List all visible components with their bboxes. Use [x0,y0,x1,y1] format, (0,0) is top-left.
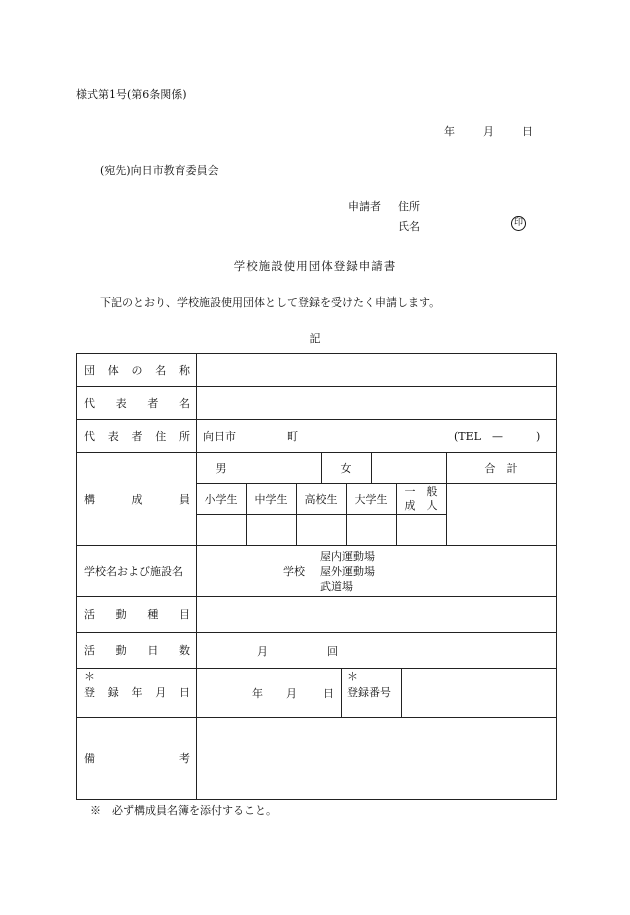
seal-icon: 印 [511,216,526,231]
female-label: 女 [340,461,352,475]
activity-type-field[interactable] [197,597,555,632]
ki-heading: 記 [309,332,321,345]
rep-address-tel: (TEL — ) [454,430,541,443]
elementary-count-field[interactable] [197,515,246,545]
junior-high-label: 中学生 [254,492,288,506]
reg-year-label: 年 [252,687,263,700]
high-school-label: 高校生 [304,492,338,506]
elementary-label: 小学生 [204,492,238,506]
date-day-label: 日 [522,125,533,138]
rep-address-town: 町 [287,430,298,443]
addressee: (宛先)向日市教育委員会 [100,164,219,177]
activity-days-label: 活 動 日 数 [84,644,190,657]
facility-indoor: 屋内運動場 [320,550,375,563]
reg-date-asterisk: ＊ [84,670,95,683]
rep-address-city: 向日市 [203,430,236,443]
male-label: 男 [215,461,227,475]
representative-field[interactable] [197,387,555,419]
rep-address-field[interactable] [197,420,555,452]
document-title: 学校施設使用団体登録申請書 [233,259,397,273]
university-count-field[interactable] [347,515,396,545]
per-month-label: 月 [257,644,268,658]
university-label: 大学生 [354,492,388,506]
total-count-field[interactable] [447,484,556,545]
activity-type-label: 活 動 種 目 [84,608,190,621]
remarks-label: 備 考 [84,752,190,765]
reg-date-field[interactable] [197,669,341,717]
activity-days-field[interactable] [197,633,555,668]
representative-label: 代 表 者 名 [84,396,190,410]
group-name-label: 団 体 の 名 称 [84,363,190,377]
school-suffix: 学校 [283,565,305,578]
high-school-count-field[interactable] [297,515,346,545]
facility-outdoor: 屋外運動場 [320,565,375,578]
applicant-label: 申請者 [348,200,381,213]
general-adult-count-field[interactable] [397,515,446,545]
facility-budo: 武道場 [320,580,353,593]
footnote: ※ 必ず構成員名簿を添付すること。 [90,804,277,817]
remarks-field[interactable] [197,718,555,799]
reg-date-label: 登 録 年 月 日 [84,686,190,699]
applicant-name-label: 氏名 [398,220,420,233]
school-facility-field[interactable] [197,546,555,596]
members-label: 構 成 員 [84,492,190,506]
general-adult-label: 一 般 成 人 [404,484,438,512]
female-count-field[interactable] [372,453,446,483]
date-month-label: 月 [483,125,494,138]
reg-month-label: 月 [286,687,297,700]
school-facility-label: 学校名および施設名 [84,564,183,578]
rep-address-label: 代 表 者 住 所 [84,429,190,443]
date-year-label: 年 [444,125,455,138]
applicant-address-label: 住所 [398,200,420,213]
reg-number-field[interactable] [402,669,555,717]
male-count-field[interactable] [247,453,321,483]
group-name-field[interactable] [197,354,555,386]
form-number: 様式第1号(第6条関係) [76,88,187,101]
reg-number-label: 登録番号 [347,686,391,699]
times-label: 回 [327,644,338,658]
reg-day-label: 日 [323,687,334,700]
reg-number-asterisk: ＊ [347,670,358,683]
junior-high-count-field[interactable] [247,515,296,545]
total-label: 合 計 [484,461,518,475]
intro-text: 下記のとおり、学校施設使用団体として登録を受けたく申請します。 [100,296,441,309]
